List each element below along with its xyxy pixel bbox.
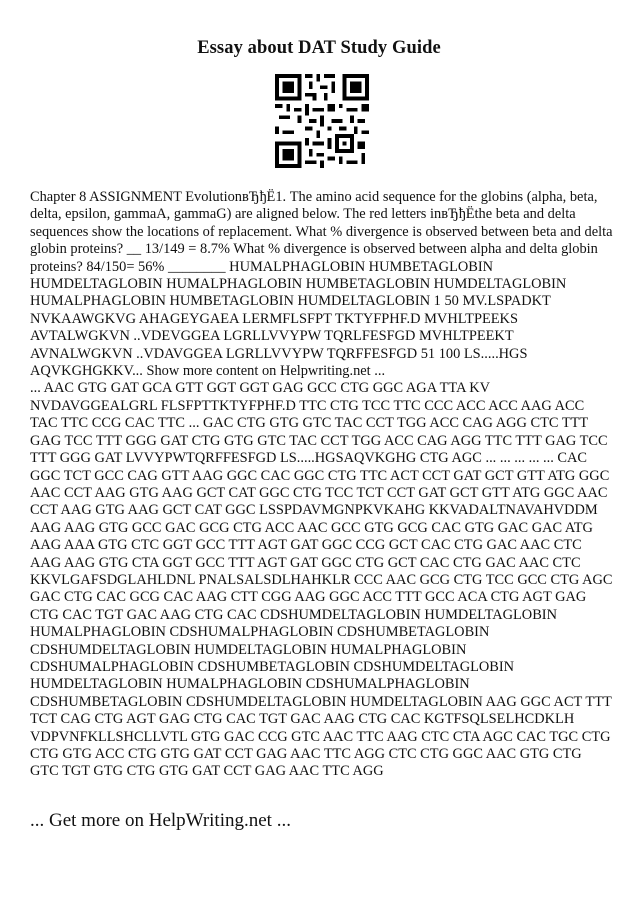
qr-code-icon xyxy=(275,74,369,168)
document-body: Chapter 8 ASSIGNMENT EvolutionвЂђЁ1. The amino acid sequence for the globins (alpha, beta, delta, epsilon, gammaA, gammaG) are aligned below. The red letters inвЂђЁthe beta and delta sequences show the locations of replacement. What % divergence is observed between beta and delta globin proteins? __ 13/149 = 8.7% What % divergence is observed between alpha and delta globin proteins? 84/150= 56% ________ HUMALPHAGLOBIN HUMBETAGLOBIN HUMDELTAGLOBIN HUMALPHAGLOBIN HUMBETAGLOBIN HUMDELTAGLOBIN HUMALPHAGLOBIN HUMBETAGLOBIN HUMDELTAGLOBIN 1 50 MV.LSPADKT NVKAAWGKVG AHAGEYGAEA LERMFLSFPT TKTYFPHF.D MVHLTPEEKS AVTALWGKVN ..VDEVGGEA LGRLLVVYPW TQRLFESFGD MVHLTPEEKT AVNALWGKVN ..VDAVGGEA LGRLLVVYPW TQRFFESFGD 51 100 LS.....HGS AQVKGHGKKV... Show more content on Helpwriting.net ... ... AAC GTG GAT GCA GTT GGT GGT GAG GCC CTG GGC AGA TTA KV NVDAVGGEALGRL FLSFPTTKTYFPHF.D TTC CTG TCC TTC CCC ACC ACC AAG ACC TAC TTC CCG CAC TTC ... GAC CTG GTG GTC TAC CCT TGG ACC CAG AGG CTC TTT GAG TCC TTT GGG GAT CTG GTG GTC TAC CCT TGG ACC CAG AGG TTC TTT GAG TCC TTT GGG GAT LVVYPWTQRFFESFGD LS.....HGSAQVKGHG CTG AGC ... ... ... ... ... CAC GGC TCT GCC CAG GTT AAG GGC CAC GGC CTG TTC ACT CCT GAT GCT GTT ATG GGC AAC CCT AAG GTG AAG GCT CAT GGC CTG TCC TCT CCT GAT GCT GTT ATG GGC AAC CCT AAG GTG AAG GCT CAT GGC LSSPDAVMGNPKVKAHG KKVADALTNAVAHVDDM AAG AAG GTG GCC GAC GCG CTG ACC AAC GCC GTG GCG CAC GTG GAC GAC ATG AAG AAA GTG CTC GGT GCC TTT AGT GAT GGC CCG GCT CAC CTG GAC AAC CTC AAG AAG GTG CTA GGT GCC TTT AGT GAT GGC CTG GCT CAC CTG GAC AAC CTC KKVLGAFSDGLAHLDNL PNALSALSDLHAHKLR CCC AAC GCG CTG TCC GCC CTG AGC GAC CTG CAC GCG CAC AAG CTT CGG AAG GGC ACC TTT GCC ACA CTG AGT GAG CTG CAC TGT GAC AAG CTG CAC CDSHUMDELTAGLOBIN HUMDELTAGLOBIN HUMALPHAGLOBIN CDSHUMALPHAGLOBIN CDSHUMBETAGLOBIN CDSHUMDELTAGLOBIN HUMDELTAGLOBIN HUMALPHAGLOBIN CDSHUMALPHAGLOBIN CDSHUMBETAGLOBIN CDSHUMDELTAGLOBIN HUMDELTAGLOBIN HUMALPHAGLOBIN CDSHUMALPHAGLOBIN CDSHUMBETAGLOBIN CDSHUMDELTAGLOBIN HUMDELTAGLOBIN AAG GGC ACT TTT TCT CAG CTG AGT GAG CTG CAC TGT GAC AAG CTG CAC KGTFSQLSELHCDKLH VDPVNFKLLSHCLLVTL GTG GAC CCG GTC AAC TTC AAG CTC CTA AGC CAC TGC CTG CTG GTG ACC CTG GTG GAT CCT GAG AAC TTC AGG CTC CTG GGC AAC GTG CTG GTC TGT GTG CTG GTG GAT CCT GAG AAC TTC AGG xyxy=(30,189,613,780)
document-title: Essay about DAT Study Guide xyxy=(197,38,441,58)
footer-link[interactable]: ... Get more on HelpWriting.net ... xyxy=(30,810,291,831)
